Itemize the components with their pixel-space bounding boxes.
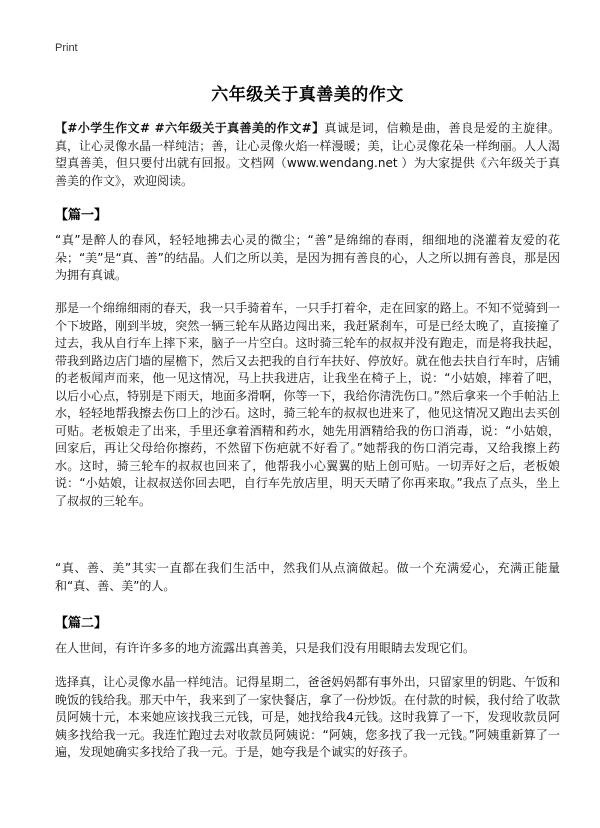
- section1-paragraph-3: “真、善、美”其实一直都在我们生活中，然我们从点滴做起。做一个充满爱心，充满正能量和“真、善、美”的人。: [55, 561, 560, 593]
- section1-paragraph-1: “真”是醉人的春风，轻轻地拂去心灵的微尘；“善”是绵绵的春雨，细细地的浇灌着友爱的花朵；“美”是“真、善”的结晶。人们之所以美，是因为拥有善良的心，人之所以拥有善良，那是因为拥有真诚。: [55, 233, 560, 282]
- intro-text: 真诚是词，信赖是曲，善良是爱的主旋律。真，让心灵像水晶一样纯洁；善，让心灵像火焰一样漫暖；美，让心灵像花朵一样绚丽。人人渴望真善美，但只要付出就有回报。文档网（www.wendang.net ）为大家提供《六年级关于真善美的作文》，欢迎阅读。: [55, 121, 560, 188]
- section1-heading: 【篇一】: [55, 208, 108, 223]
- print-label: Print: [55, 42, 78, 54]
- section1-paragraph-2: 那是一个绵绵细雨的春天，我一只手骑着车，一只手打着伞，走在回家的路上。不知不觉骑到一个下坡路，刚到半坡，突然一辆三轮车从路边闯出来，我赶紧刹车，可是已经太晚了，直接撞了过去，我从自行车上摔下来，脑子一片空白。这时骑三轮车的叔叔并没有跑走，而是将我扶起，带我到路边店门墙的屋檐下，然后又去把我的自行车扶好、停放好。就在他去扶自行车时，店铺的老板闻声而来，他一见这情况，马上扶我进店，让我坐在椅子上，说：“小姑娘，摔着了吧，以后小心点，特别是下雨天，地面多滑啊，你等一下，我给你清洗伤口。”然后拿来一个手帕沾上水，轻轻地帮我擦去伤口上的沙石。这时，骑三轮车的叔叔也进来了，他见这情况又跑出去买创可贴。老板娘走了出来，手里还拿着酒精和药水，她先用酒精给我的伤口消毒，说：“小姑娘，回家后，再让父母给你擦药，不然留下伤疤就不好看了。”她帮我的伤口消完毒，又给我擦上药水。这时，骑三轮车的叔叔也回来了，他帮我小心翼翼的贴上创可贴。一切弄好之后，老板娘说：“小姑娘，让叔叔送你回去吧，自行车先放店里，明天天晴了你再来取。”我点了点头，坐上了叔叔的三轮车。: [55, 301, 560, 508]
- section2-heading: 【篇二】: [55, 616, 108, 631]
- section2-paragraph-2: 选择真，让心灵像水晶一样纯洁。记得星期二，爸爸妈妈都有事外出，只留家里的钥匙、午饭和晚饭的钱给我。那天中午，我来到了一家快餐店，拿了一份炒饭。在付款的时候，我付给了收款员阿姨十元，本来她应该找我三元钱，可是，她找给我4元钱。这时我算了一下，发现收款员阿姨多找给我一元。我连忙跑过去对收款员阿姨说：“阿姨，您多找了我一元钱。”阿姨重新算了一遍，发现她确实多找给了我一元。于是，她夸我是个诚实的好孩子。: [55, 675, 560, 759]
- intro-tag: 【#小学生作文# #六年级关于真善美的作文#】: [55, 121, 325, 135]
- section2-paragraph-1: 在人世间，有许许多多的地方流露出真善美，只是我们没有用眼睛去发现它们。: [55, 641, 476, 655]
- document-title: 六年级关于真善美的作文: [211, 85, 404, 105]
- intro-paragraph: [55, 120, 560, 190]
